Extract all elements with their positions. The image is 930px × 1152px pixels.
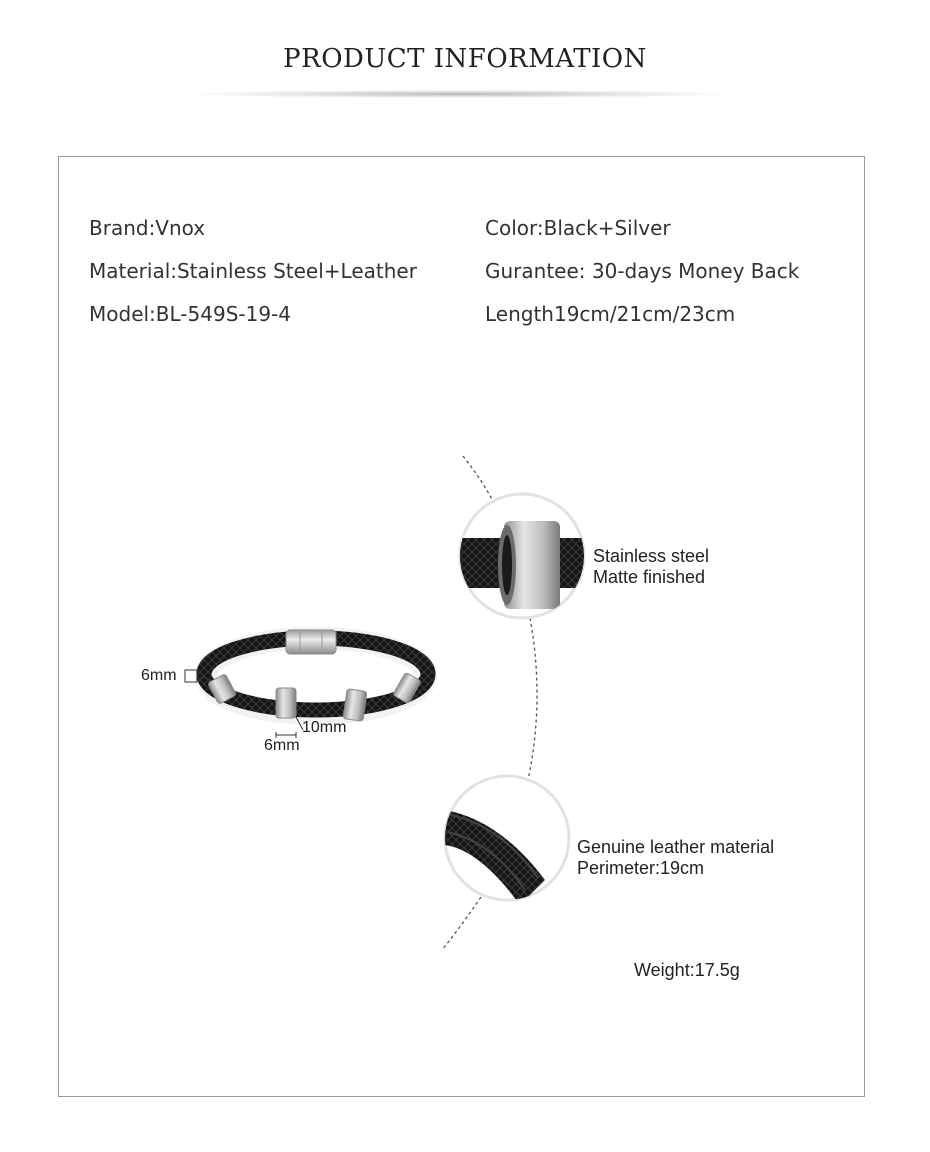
bracelet-image <box>204 630 428 721</box>
leather-callout-line1: Genuine leather material <box>577 837 775 857</box>
leather-zoom <box>445 776 569 905</box>
spec-color: Color:Black+Silver <box>485 216 671 240</box>
bead-length-label: 10mm <box>302 719 347 736</box>
bead-width-label: 6mm <box>264 737 300 754</box>
bead-height-label: 6mm <box>141 667 177 684</box>
steel-callout-line1: Stainless steel <box>593 546 710 566</box>
spec-brand: Brand:Vnox <box>89 216 206 240</box>
steel-bead-zoom <box>455 494 595 618</box>
spec-length: Length19cm/21cm/23cm <box>485 302 736 326</box>
leather-callout <box>577 837 774 879</box>
spec-guarantee: Gurantee: 30-days Money Back <box>485 259 800 283</box>
steel-callout-line2: Matte finished <box>593 567 706 587</box>
leather-callout-line2: Perimeter:19cm <box>577 858 705 878</box>
spec-material: Material:Stainless Steel+Leather <box>89 259 417 283</box>
weight-label: Weight:17.5g <box>634 960 740 980</box>
page-title: PRODUCT INFORMATION <box>283 44 647 74</box>
steel-callout <box>593 546 709 588</box>
spec-model: Model:BL-549S-19-4 <box>89 302 291 326</box>
